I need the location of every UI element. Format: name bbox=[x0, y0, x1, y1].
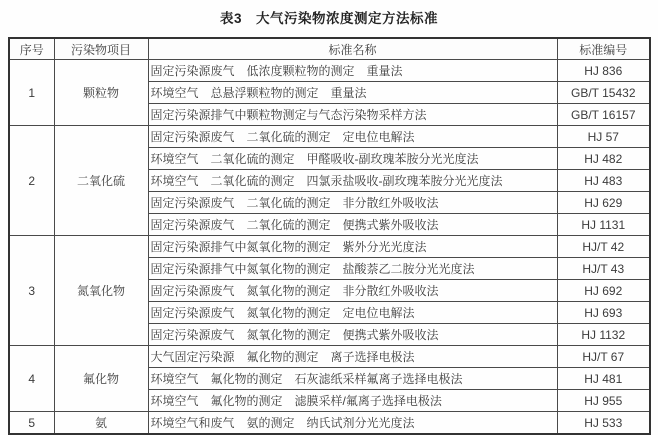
standard-name-cell: 固定污染源废气 低浓度颗粒物的测定 重量法 bbox=[148, 60, 557, 82]
standard-code-cell: HJ 692 bbox=[557, 280, 650, 302]
header-standard-code: 标准编号 bbox=[557, 38, 650, 60]
standard-name-cell: 环境空气和废气 氨的测定 纳氏试剂分光光度法 bbox=[148, 412, 557, 435]
table-row bbox=[9, 60, 650, 82]
standard-code-cell: HJ 693 bbox=[557, 302, 650, 324]
standard-code-cell: HJ 836 bbox=[557, 60, 650, 82]
standard-name-cell: 环境空气 氟化物的测定 石灰滤纸采样氟离子选择电极法 bbox=[148, 368, 557, 390]
header-index: 序号 bbox=[9, 38, 54, 60]
standards-table bbox=[8, 37, 651, 435]
standard-name-cell: 环境空气 二氧化硫的测定 四氯汞盐吸收-副玫瑰苯胺分光光度法 bbox=[148, 170, 557, 192]
standard-code-cell: HJ/T 67 bbox=[557, 346, 650, 368]
standard-code-cell: HJ 955 bbox=[557, 390, 650, 412]
row-index-cell: 3 bbox=[9, 236, 54, 346]
table-title: 表3 大气污染物浓度测定方法标准 bbox=[219, 11, 438, 26]
standard-name-cell: 固定污染源废气 氮氧化物的测定 非分散红外吸收法 bbox=[148, 280, 557, 302]
standard-code-cell: HJ 483 bbox=[557, 170, 650, 192]
pollutant-cell: 氟化物 bbox=[54, 346, 148, 412]
table-row bbox=[9, 412, 650, 435]
standard-code-cell: HJ/T 43 bbox=[557, 258, 650, 280]
standard-code-cell: GB/T 15432 bbox=[557, 82, 650, 104]
standard-code-cell: HJ 482 bbox=[557, 148, 650, 170]
table-row bbox=[9, 236, 650, 258]
standard-name-cell: 环境空气 二氧化硫的测定 甲醛吸收-副玫瑰苯胺分光光度法 bbox=[148, 148, 557, 170]
standard-name-cell: 环境空气 氟化物的测定 滤膜采样/氟离子选择电极法 bbox=[148, 390, 557, 412]
header-standard-name: 标准名称 bbox=[148, 38, 557, 60]
pollutant-cell: 颗粒物 bbox=[54, 60, 148, 126]
header-row bbox=[9, 38, 650, 60]
table-row bbox=[9, 346, 650, 368]
standard-name-cell: 固定污染源排气中氮氧化物的测定 盐酸萘乙二胺分光光度法 bbox=[148, 258, 557, 280]
standard-name-cell: 固定污染源废气 氮氧化物的测定 定电位电解法 bbox=[148, 302, 557, 324]
standard-code-cell: HJ 533 bbox=[557, 412, 650, 435]
row-index-cell: 1 bbox=[9, 60, 54, 126]
table-body bbox=[9, 60, 650, 435]
standard-name-cell: 固定污染源排气中颗粒物测定与气态污染物采样方法 bbox=[148, 104, 557, 126]
standard-name-cell: 固定污染源排气中氮氧化物的测定 紫外分光光度法 bbox=[148, 236, 557, 258]
table-header bbox=[9, 38, 650, 60]
standard-name-cell: 大气固定污染源 氟化物的测定 离子选择电极法 bbox=[148, 346, 557, 368]
standard-code-cell: HJ 1132 bbox=[557, 324, 650, 346]
pollutant-cell: 氮氧化物 bbox=[54, 236, 148, 346]
standard-code-cell: HJ 1131 bbox=[557, 214, 650, 236]
standard-code-cell: GB/T 16157 bbox=[557, 104, 650, 126]
row-index-cell: 5 bbox=[9, 412, 54, 435]
pollutant-cell: 二氧化硫 bbox=[54, 126, 148, 236]
standard-code-cell: HJ/T 42 bbox=[557, 236, 650, 258]
standard-name-cell: 固定污染源废气 氮氧化物的测定 便携式紫外吸收法 bbox=[148, 324, 557, 346]
standard-name-cell: 固定污染源废气 二氧化硫的测定 非分散红外吸收法 bbox=[148, 192, 557, 214]
header-pollutant: 污染物项目 bbox=[54, 38, 148, 60]
pollutant-cell: 氨 bbox=[54, 412, 148, 435]
row-index-cell: 2 bbox=[9, 126, 54, 236]
table-row bbox=[9, 126, 650, 148]
standard-code-cell: HJ 57 bbox=[557, 126, 650, 148]
standard-code-cell: HJ 481 bbox=[557, 368, 650, 390]
row-index-cell: 4 bbox=[9, 346, 54, 412]
standard-name-cell: 固定污染源废气 二氧化硫的测定 定电位电解法 bbox=[148, 126, 557, 148]
standard-name-cell: 固定污染源废气 二氧化硫的测定 便携式紫外吸收法 bbox=[148, 214, 557, 236]
standard-name-cell: 环境空气 总悬浮颗粒物的测定 重量法 bbox=[148, 82, 557, 104]
standard-code-cell: HJ 629 bbox=[557, 192, 650, 214]
